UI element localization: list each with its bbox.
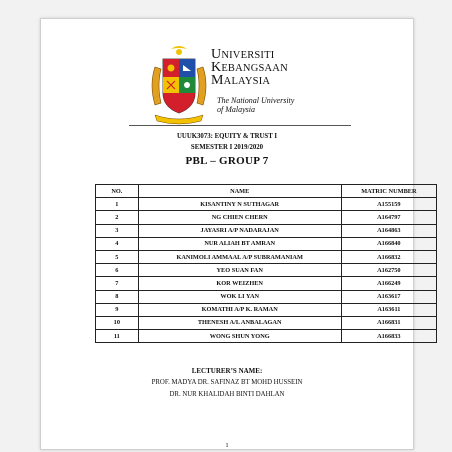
cell-matric: A166831 (341, 316, 436, 329)
header-name: NAME (138, 185, 341, 198)
cell-no: 7 (96, 277, 139, 290)
university-name-line-1: UNIVERSITI (211, 47, 275, 62)
cell-no: 11 (96, 330, 139, 343)
cell-no: 10 (96, 316, 139, 329)
cell-matric: A166249 (341, 277, 436, 290)
cell-name: NUR ALIAH BT AMRAN (138, 237, 341, 250)
table-row (96, 211, 437, 224)
cell-name: WONG SHUN YONG (138, 330, 341, 343)
cell-matric: A164797 (341, 211, 436, 224)
university-subtitle: The National University of Malaysia (217, 96, 295, 114)
cell-name: THENESH A/L ANBALAGAN (138, 316, 341, 329)
cell-matric: A166832 (341, 250, 436, 263)
cell-no: 2 (96, 211, 139, 224)
university-logo (149, 45, 349, 125)
table-row (96, 264, 437, 277)
cell-no: 6 (96, 264, 139, 277)
table-header-row (96, 185, 437, 198)
table-row (96, 277, 437, 290)
cell-matric: A155159 (341, 198, 436, 211)
cell-no: 1 (96, 198, 139, 211)
header-no: NO. (96, 185, 139, 198)
cell-no: 8 (96, 290, 139, 303)
header-matric: MATRIC NUMBER (341, 185, 436, 198)
cell-no: 9 (96, 303, 139, 316)
cell-matric: A163611 (341, 303, 436, 316)
cell-name: KISANTINY N SUTHAGAR (138, 198, 341, 211)
table-row (96, 316, 437, 329)
table-row (96, 237, 437, 250)
cell-no: 3 (96, 224, 139, 237)
table-row (96, 224, 437, 237)
university-crest-icon (149, 45, 209, 125)
table-row (96, 330, 437, 343)
cell-matric: A164863 (341, 224, 436, 237)
cell-matric: A163617 (341, 290, 436, 303)
cell-name: KANIMOLI AMMAAL A/P SUBRAMANIAM (138, 250, 341, 263)
member-table (95, 184, 437, 343)
cell-name: JAYASRI A/P NADARAJAN (138, 224, 341, 237)
cell-no: 5 (96, 250, 139, 263)
lecturer-heading: LECTURER’S NAME: (191, 367, 263, 375)
cell-matric: A162750 (341, 264, 436, 277)
group-title: PBL – GROUP 7 (185, 155, 269, 167)
page-number: 1 (225, 442, 229, 449)
university-name-line-3: MALAYSIA (211, 73, 271, 88)
semester-label: SEMESTER I 2019/2020 (190, 144, 264, 151)
table-row (96, 290, 437, 303)
university-name-line-2: KEBANGSAAN (211, 60, 288, 75)
lecturer-name-2: DR. NUR KHALIDAH BINTI DAHLAN (169, 391, 285, 398)
header-divider (129, 125, 351, 126)
course-title: UUUK3073: EQUITY & TRUST I (177, 133, 277, 140)
cell-name: WOK LI YAN (138, 290, 341, 303)
cell-matric: A166840 (341, 237, 436, 250)
table-row (96, 303, 437, 316)
cell-name: YEO SUAN FAN (138, 264, 341, 277)
cell-name: KOMATHI A/P K. RAMAN (138, 303, 341, 316)
table-row (96, 198, 437, 211)
cell-name: KOR WEIZHEN (138, 277, 341, 290)
cell-matric: A166833 (341, 330, 436, 343)
table-row (96, 250, 437, 263)
lecturer-name-1: PROF. MADYA DR. SAFINAZ BT MOHD HUSSEIN (151, 379, 303, 386)
cell-no: 4 (96, 237, 139, 250)
cell-name: NG CHIEN CHERN (138, 211, 341, 224)
university-name (211, 49, 288, 88)
document-page (40, 18, 417, 450)
